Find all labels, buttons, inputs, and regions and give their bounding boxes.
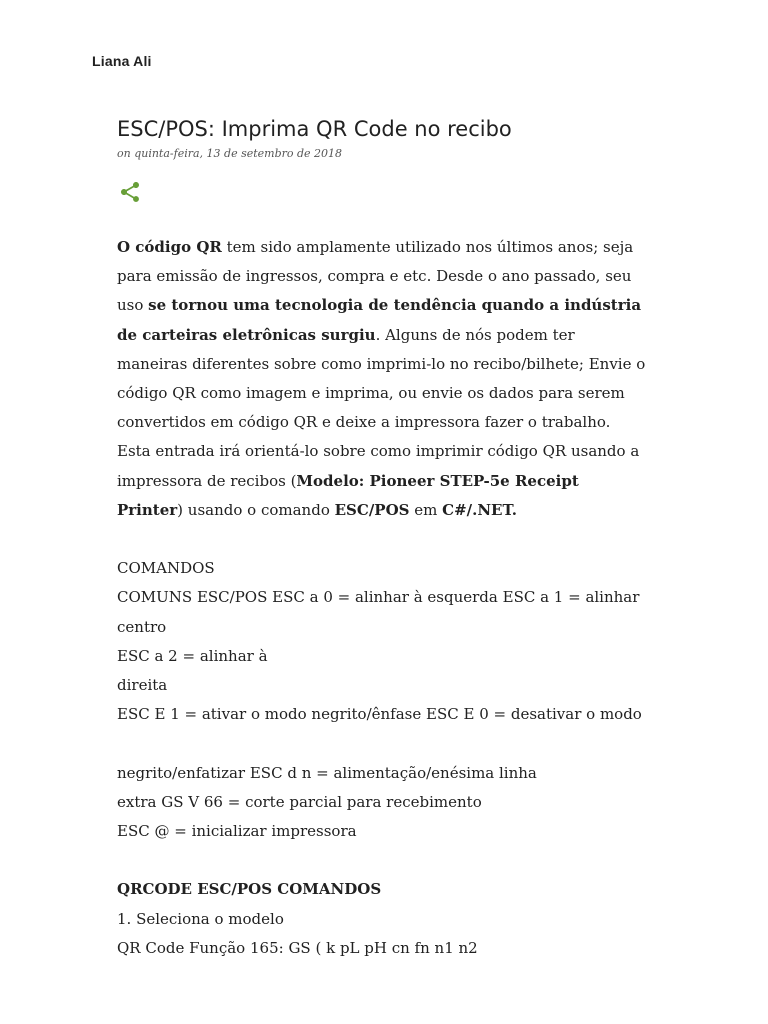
intro-bold-trend: se tornou uma tecnologia de tendência quando a indústria de carteiras eletrônicas surgiu	[117, 296, 642, 344]
post-body	[117, 233, 647, 963]
command-line: extra GS V 66 = corte parcial para recebimento	[117, 792, 482, 811]
intro-text: ) usando o comando	[177, 500, 335, 519]
intro-bold-qr: O código QR	[117, 238, 222, 256]
share-icon	[118, 180, 142, 204]
command-line: ESC a 2 = alinhar à	[117, 646, 268, 665]
intro-text: . Alguns de nós podem ter maneiras diferentes sobre como imprimi-lo no recibo/bilhete; Envie o código QR como imagem e imprima, ou envie os dados para serem convertidos em código QR e deixe a impressora fazer o trabalho. Esta entrada irá orientá-lo sobre como imprimir código QR usando a impressora de recibos (	[117, 325, 646, 490]
post-date: on quinta-feira, 13 de setembro de 2018	[117, 147, 343, 160]
command-line: ESC @ = inicializar impressora	[117, 822, 357, 841]
qrcode-heading	[117, 875, 647, 904]
qrcode-heading-text: QRCODE ESC/POS COMANDOS	[117, 880, 382, 899]
qrcode-function: QR Code Função 165: GS ( k pL pH cn fn n1 n2	[117, 938, 478, 957]
command-line: COMUNS ESC/POS ESC a 0 = alinhar à esquerda ESC a 1 = alinhar centro	[117, 588, 640, 636]
commands-heading: COMANDOS	[117, 559, 215, 578]
blog-name[interactable]: Liana Ali	[92, 53, 152, 69]
intro-paragraph	[117, 233, 647, 525]
command-line: direita	[117, 676, 168, 695]
intro-bold-model: Modelo: Pioneer STEP-5e Receipt Printer	[117, 471, 579, 519]
share-button[interactable]	[118, 180, 142, 204]
intro-bold-escpos: ESC/POS	[334, 500, 410, 519]
command-line: ESC E 1 = ativar o modo negrito/ênfase ESC E 0 = desativar o modo	[117, 705, 642, 724]
intro-text: tem sido amplamente utilizado nos últimos anos; seja para emissão de ingressos, compra e etc. Desde o ano passado, seu uso	[117, 238, 634, 315]
intro-bold-csharp: C#/.NET.	[442, 500, 517, 519]
qrcode-step: 1. Seleciona o modelo	[117, 909, 284, 928]
post-title: ESC/POS: Imprima QR Code no recibo	[117, 117, 512, 141]
command-line: negrito/enfatizar ESC d n = alimentação/enésima linha	[117, 763, 537, 782]
intro-text: em	[409, 500, 443, 519]
